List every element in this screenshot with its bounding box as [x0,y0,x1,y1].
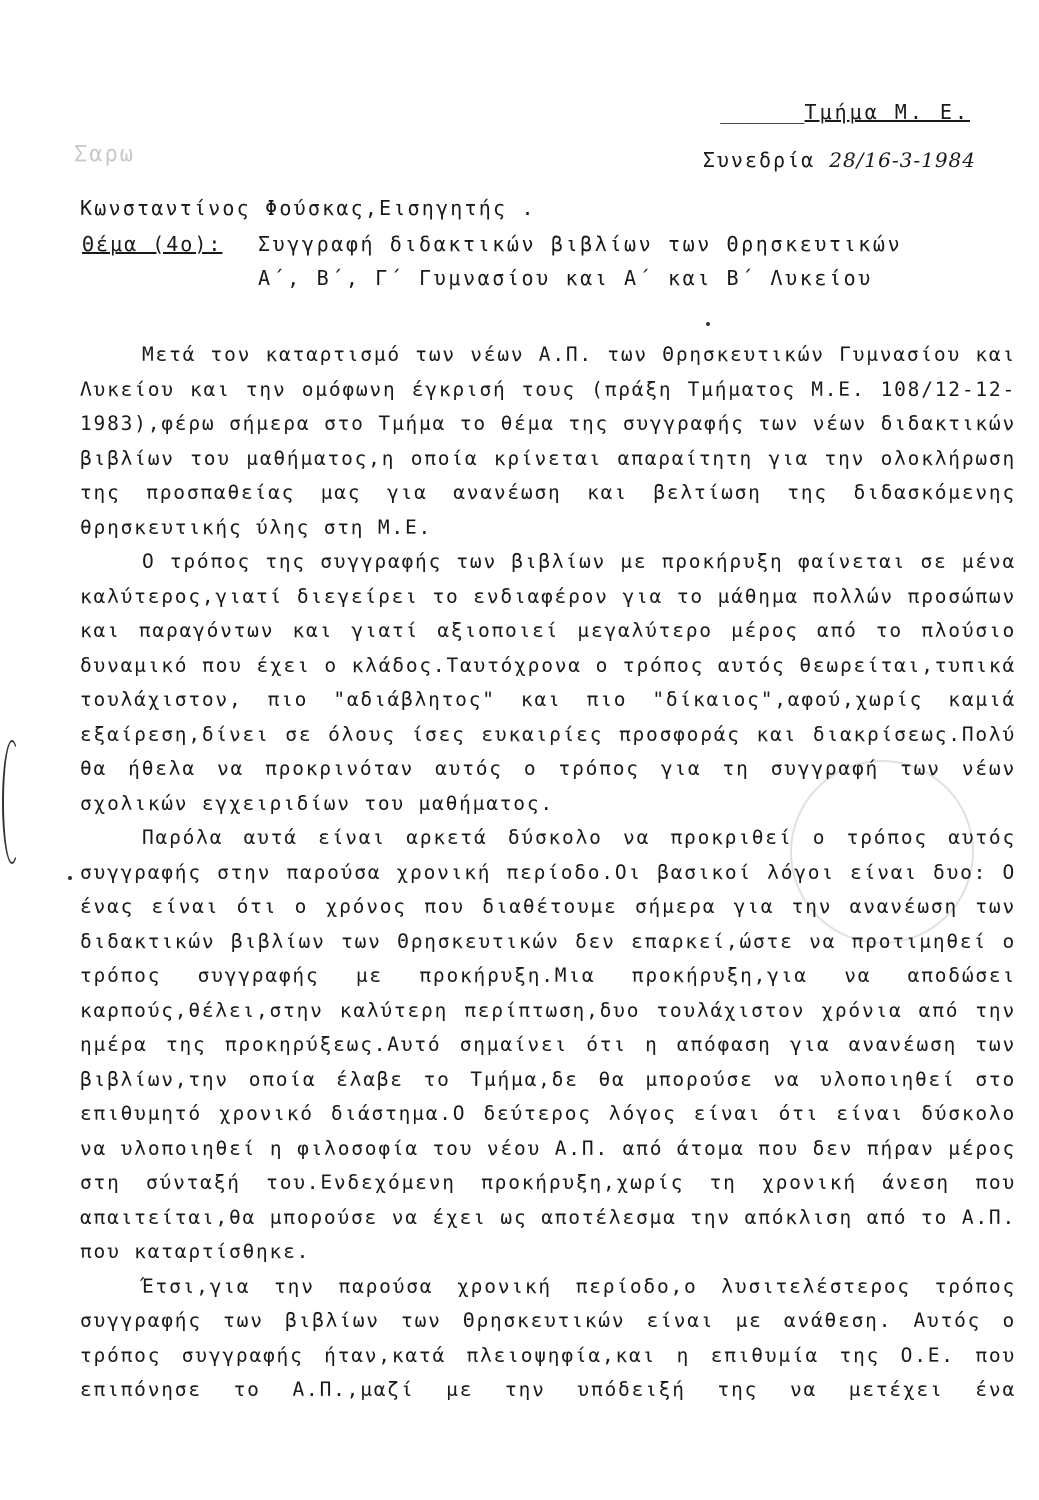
section-dashes: _______ [720,100,805,124]
author-line: Κωνσταντίνος Φούσκας,Εισηγητής . [80,196,536,220]
paragraph-4: Έτσι,για την παρούσα χρονική περίοδο,ο λυσιτελέστερος τρόπος συγγραφής των βιβλίων των Θρησκευτικών είναι με ανάθεση. Αυτός ο τρόπος συγγραφής ήταν,κατά πλειοψηφία,και η επιθυμία της Ο.Ε. που επιπόνησε το Α.Π.,μαζί με την υπόδειξή της να μετέχει ένα [80,1274,1016,1401]
paragraph-3: Παρόλα αυτά είναι αρκετά δύσκολο να προκριθεί ο τρόπος αυτός συγγραφής στην παρούσα χρονική περίοδο.Οι βασικοί λόγοι είναι δυο: Ο ένας είναι ότι ο χρόνος που διαθέτουμε σήμερα για την ανανέωση των διδακτικών βιβλίων των Θρησκευτικών δεν επαρκεί,ώστε να προτιμηθεί ο τρόπος συγγραφής με προκήρυξη.Μια προκήρυξη,για να αποδώσει καρπούς,θέλει,στην καλύτερη περίπτωση,δυο τουλάχιστον χρόνια από την ημέρα της προκηρύξεως.Αυτό σημαίνει ότι η απόφαση για ανανέωση των βιβλίων,την οποία έλαβε το Τμήμα,δε θα μπορούσε να υλοποιηθεί στο επιθυμητό χρονικό διάστημα.Ο δεύτερος λόγος είναι ότι είναι δύσκολο να υλοποιηθεί η φιλοσοφία του νέου Α.Π. από άτομα που δεν πήραν μέρος στη σύνταξή του.Ενδεχόμενη προκήρυξη,χωρίς τη χρονική άνεση που απαιτείται,θα μπορούσε να έχει ως αποτέλεσμα την απόκλιση από το Α.Π. που καταρτίσθηκε. [80,826,1016,1263]
section-heading [700,100,970,124]
subject-line-1: Συγγραφή διδακτικών βιβλίων των Θρησκευτικών [258,232,903,256]
session-line [640,148,976,172]
subject-label: Θέμα (4ο): [82,232,223,256]
section-label: Τμήμα Μ. Ε. [804,100,970,124]
session-prefix: Συνεδρία [702,148,816,172]
session-handwritten-number: 28/16-3-1984 [829,148,976,172]
stray-dot [706,322,710,326]
faint-bleed-through-text: Σαρω [74,142,135,167]
subject-line-2: Α΄, Β΄, Γ΄ Γυμνασίου και Α΄ και Β΄ Λυκείου [258,266,873,290]
paragraph-2: Ο τρόπος της συγγραφής των βιβλίων με προκήρυξη φαίνεται σε μένα καλύτερος,γιατί διεγείρει το ενδιαφέρον για το μάθημα πολλών προσώπων και παραγόντων και γιατί αξιοποιεί μεγαλύτερο μέρος από το πλούσιο δυναμικό που έχει ο κλάδος.Ταυτόχρονα ο τρόπος αυτός θεωρείται,τυπικά τουλάχιστον, πιο "αδιάβλητος" και πιο "δίκαιος",αφού,χωρίς καμιά εξαίρεση,δίνει σε όλους ίσες ευκαιρίες προσφοράς και διακρίσεως.Πολύ θα ήθελα να προκρινόταν αυτός ο τρόπος για τη συγγραφή των νέων σχολικών εγχειριδίων του μαθήματος. [80,550,1016,815]
margin-pen-mark [2,740,22,864]
paragraph-1: Μετά τον καταρτισμό των νέων Α.Π. των Θρησκευτικών Γυμνασίου και Λυκείου και την ομόφωνη έγκρισή τους (πράξη Τμήματος Μ.Ε. 108/12-12-1983),φέρω σήμερα στο Τμήμα το θέμα της συγγραφής των νέων διδακτικών βιβλίων του μαθήματος,η οποία κρίνεται απαραίτητη για την ολοκλήρωση της προσπαθείας μας για ανανέωση και βελτίωση της διδασκόμενης θρησκευτικής ύλης στη Μ.Ε. [80,343,1016,539]
stray-dot [68,876,72,880]
document-body [80,338,1016,1408]
